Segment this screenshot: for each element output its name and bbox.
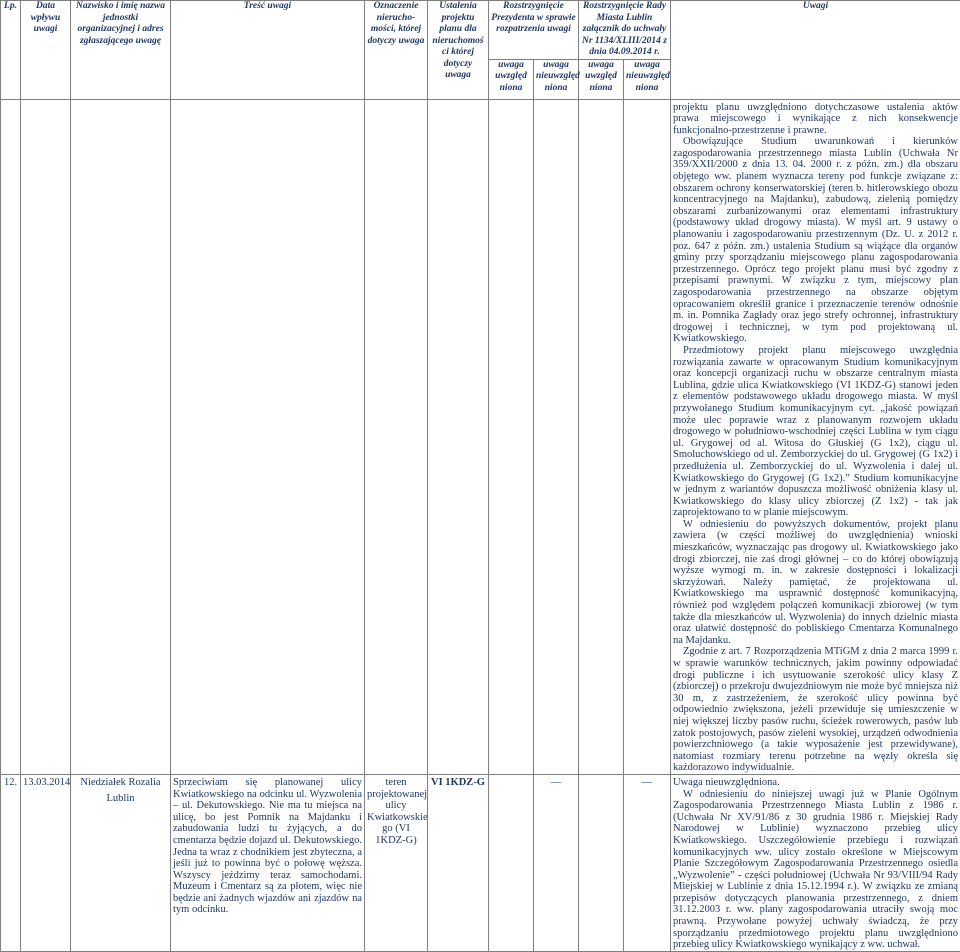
row-council-accepted	[579, 774, 624, 951]
header-president-rejected: uwaga nieuwzględ niona	[534, 59, 579, 99]
row-council-rejected: —	[624, 774, 671, 951]
remarks-paragraph: Zgodnie z art. 7 Rozporządzenia MTiGM z dnia 2 marca 1999 r. w sprawie warunków technicznych, jakim powinny odpowiadać drogi publiczne i ich usytuowanie szerokość ulicy klasy Z (zbiorczej) o przekroju dwujezdniowym nie może być mniejsza niż 30 m, z zastrzeżeniem, że szerokość ulicy powinna być odpowiednio zwiększona, jeżeli przewiduje się umieszczenie w niej większej liczby pasów ruchu, ścieżek rowerowych, pasów lub zatok postojowych, pasów zieleni wysokiej, urządzeń odwodnienia powierzchniowego (a takie wyposażenie jest przewidywane), natomiast rozmiary terenu potrzebne na węzły określa się każdorazowo indywidualnie.	[673, 646, 958, 774]
header-property: Oznaczenie nierucho-mości, której dotyczy uwaga	[365, 1, 428, 100]
row-plan: VI 1KDZ-G	[428, 774, 489, 951]
header-content: Treść uwagi	[171, 1, 365, 100]
remarks-paragraph: projektu planu uwzględniono dotychczasowe ustalenia aktów prawa miejscowego i wynikające z nich konsekwencje funkcjonalno-przestrzenne i prawne.	[673, 102, 958, 137]
row-president-accepted	[489, 774, 534, 951]
row-content: Sprzeciwiam się planowanej ulicy Kwiatkowskiego na odcinku ul. Wyzwolenia – ul. Dekutowskiego. Nie ma tu miejsca na ulicę, bo jest Pomnik na Majdanku i zabudowania ludzi tu żyjących, a do cmentarza będzie dojazd ul. Dekutowskiego. Jedna ta wraz z chodnikiem jest zbyteczna, a jeśli już to powinna być o połowę węższa. Wszyscy jeździmy teraz samochodami. Muzeum i Cmentarz są za płotem, więc nie będzie ani żadnych wjazdów ani zjazdów na tym odcinku.	[171, 774, 365, 951]
remarks-paragraph: W odniesieniu do powyższych dokumentów, projekt planu zawiera (w części możliwej do uwzględnienia) wnioski mieszkańców, wyznaczając pas drogowy ul. Kwiatkowskiego jako drogi zbiorczej, nie zaś drogi głównej – co do której obowiązują wyższe wymogi m. in. w zakresie dostępności i lokalizacji skrzyżowań. Należy pamiętać, że projektowana ul. Kwiatkowskiego ma usprawnić dostępność komunikacyjną, również pod względem połączeń komunikacji zbiorowej (w tym także dla mieszkańców ul. Wyzwolenia) do innych dzielnic miasta oraz ułatwić dostępność do pobliskiego Cmentarza Komunalnego na Majdanku.	[673, 519, 958, 647]
remarks-paragraph: W odniesieniu do niniejszej uwagi już w Planie Ogólnym Zagospodarowania Przestrzennego Miasta Lublin z 1986 r. (Uchwała Nr XV/91/86 z 30 grudnia 1986 r. Miejskiej Rady Narodowej w Lublinie) wyznaczono przebieg ulicy Kwiatkowskiego. Uszczegółowienie przebiegu i rozwiązań komunikacyjnych ww. ulicy zostało określone w Miejscowym Planie Szczegółowym Zagospodarowania Przestrzennego osiedla „Wyzwolenie” - części południowej (Uchwała Nr 93/VIII/94 Rady Miejskiej w Lublinie z dnia 15.12.1994 r.). W związku ze zmianą przepisów dotyczących planowania przestrzennego, z dniem 31.12.2003 r. ww. plany zagospodarowania utraciły swoją moc prawną. Przywołane powyżej uchwały świadczą, że przy sporządzaniu przedmiotowego projektu planu uwzględniono przebieg ulicy Kwiatkowskiego wynikający z ww. uchwał.	[673, 789, 958, 951]
header-council-rejected: uwaga nieuwzględ niona	[624, 59, 671, 99]
row-date: 13.03.2014	[21, 774, 71, 951]
header-council-decision: Rozstrzygnięcie Rady Miasta Lublin załącznik do uchwały Nr 1134/XLIII/2014 z dnia 04.09.2014 r.	[579, 1, 671, 60]
table-row-continuation	[1, 99, 960, 774]
row-property: teren projektowanej ulicy Kwiatkowskie go (VI 1KDZ-G)	[365, 774, 428, 951]
header-row	[1, 1, 960, 60]
header-name: Nazwisko i imię nazwa jednostki organizacyjnej i adres zgłaszającego uwagę	[71, 1, 171, 100]
table-row-12	[1, 774, 960, 951]
header-lp: Lp.	[1, 1, 21, 100]
remarks-paragraph: Przedmiotowy projekt planu miejscowego uwzględnia rozwiązania zawarte w opracowanym Studium komunikacyjnym oraz koncepcji organizacji ruchu w obszarze centralnym miasta Lublina, gdzie ulica Kwiatkowskiego (VI 1KDZ-G) stanowi jeden z elementów podstawowego układu drogowego miasta. W myśl przywołanego Studium komunikacyjnym cyt. „jakość powiązań może ulec poprawie wraz z planowanym rozwojem układu drogowego w południowo-wschodniej części Lublina w tym ciągu ul. Grygowej od al. Witosa do Głuskiej (G 1x2), ciągu ul. Smoluchowskiego od ul. Zemborzyckiej do ul. Grygowej (G 1x2) i przedłużenia ul. Zemborzyckiej do ul. Wyzwolenia i dalej ul. Kwiatkowskiego do Grygowej (G 1x2).” Studium komunikacyjne w jednym z wariantów dopuszcza możliwość obniżenia klasy ul. Kwiatkowskiego do klasy ulicy zbiorczej (Z 1x2) - tak jak zaprojektowano to w planie miejscowym.	[673, 345, 958, 519]
submitter-city: Lublin	[73, 793, 168, 805]
header-remarks: Uwagi	[671, 1, 960, 100]
header-president-accepted: uwaga uwzględ niona	[489, 59, 534, 99]
header-date: Data wpływu uwagi	[21, 1, 71, 100]
row-submitter	[71, 774, 171, 951]
row-president-rejected: —	[534, 774, 579, 951]
submitter-name: Niedziałek Rozalia	[73, 777, 168, 789]
remarks-paragraph: Uwaga nieuwzględniona.	[673, 777, 958, 789]
row-remarks	[671, 774, 960, 951]
header-council-accepted: uwaga uwzględ niona	[579, 59, 624, 99]
row-lp: 12.	[1, 774, 21, 951]
header-president-decision: Rozstrzygnięcie Prezydenta w sprawie rozpatrzenia uwagi	[489, 1, 579, 60]
remarks-paragraph: Obowiązujące Studium uwarunkowań i kierunków zagospodarowania przestrzennego miasta Lublin (Uchwała Nr 359/XXII/2000 z dnia 13. 04. 2000 r. z późn. zm.) dla obszaru objętego ww. planem wyznacza tereny pod funkcje związane z: obszarem ochrony konserwatorskiej (teren b. hitlerowskiego obozu koncentracyjnego na Majdanku), zabudową, zielenią pomiędzy obszarami zurbanizowanymi oraz elementami infrastruktury (podstawowy układ drogowy miasta). W myśl art. 9 ustawy o planowaniu i zagospodarowaniu przestrzennym (Dz. U. z 2012 r. poz. 647 z późn. zm.) ustalenia Studium są wiążące dla organów gminy przy sporządzaniu miejscowego planu zagospodarowania przestrzennego. Oprócz tego projekt planu musi być zgodny z przepisami prawnymi. W związku z tym, miejscowy plan zagospodarowania przestrzennego na obszarze objętym opracowaniem określił granice i przeznaczenie terenów odnośnie m. in. Pomnika Zagłady oraz jego strefy ochronnej, infrastruktury drogowej i technicznej, w tym pod projektowaną ul. Kwiatkowskiego.	[673, 136, 958, 345]
remarks-continuation	[671, 99, 960, 774]
header-plan: Ustalenia projektu planu dla nieruchomoś ci której dotyczy uwaga	[428, 1, 489, 100]
